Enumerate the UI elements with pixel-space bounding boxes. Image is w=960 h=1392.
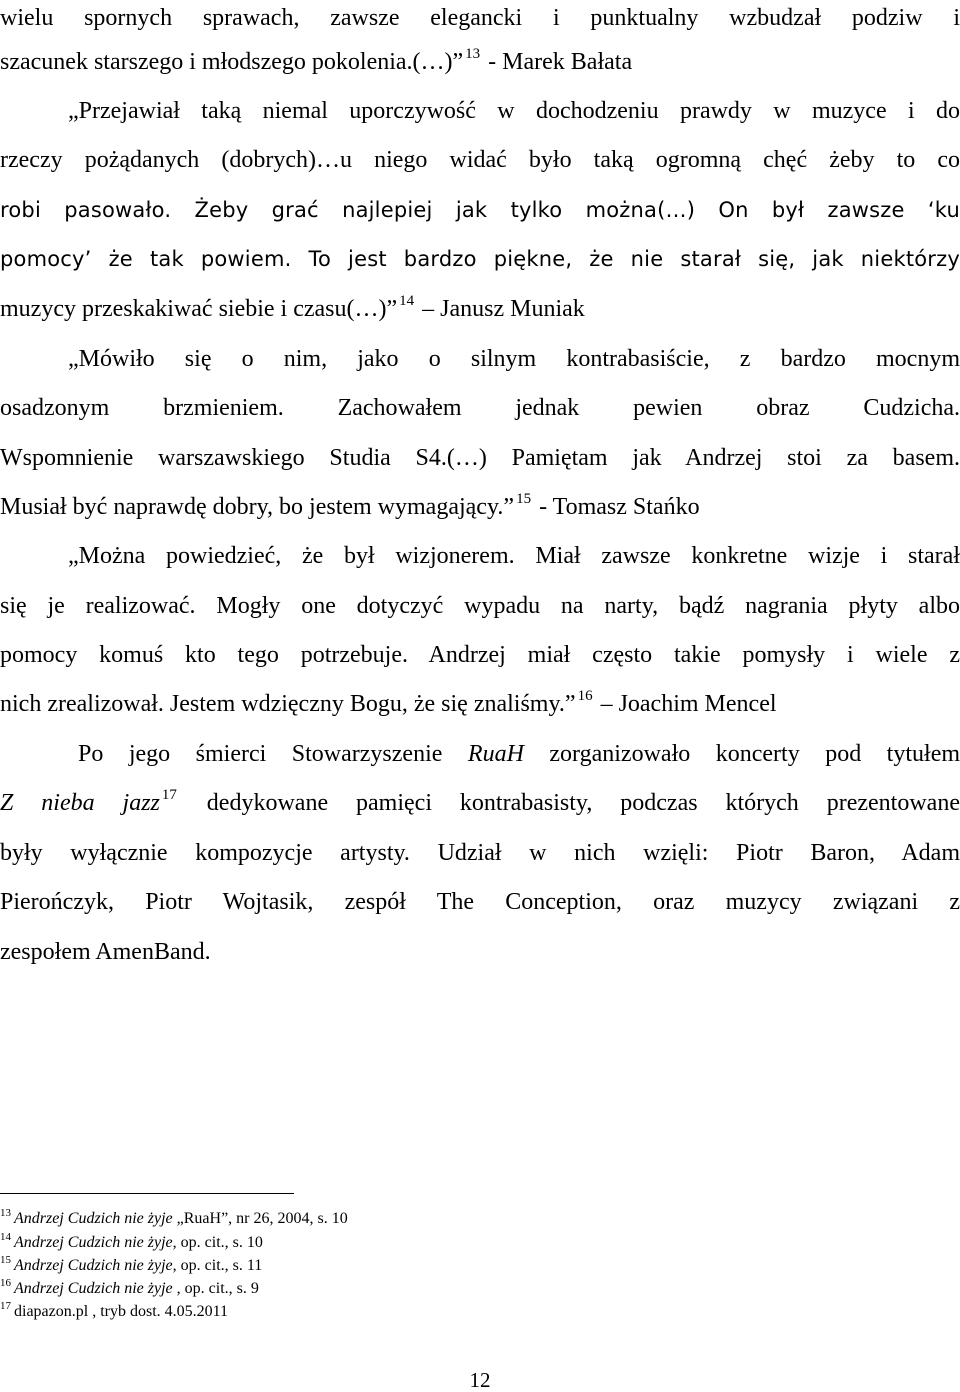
footnote-ref: 13: [465, 46, 481, 62]
footnote-title: Andrzej Cudzich nie żyje: [14, 1210, 173, 1227]
footnote-ref: 17: [161, 787, 177, 803]
concert-title: Z nieba jazz: [0, 790, 160, 816]
text-span: dedykowane pamięci kontrabasisty, podczas których prezentowane: [178, 790, 960, 816]
text-line: wielu spornych sprawach, zawsze elegancki i punktualny wzbudzał podziw i: [0, 5, 960, 31]
footnote-ref: 15: [516, 491, 532, 507]
text-line: rzeczy pożądanych (dobrych)…u niego widać było taką ogromną chęć żeby to co: [0, 147, 960, 173]
text-span: Musiał być naprawdę dobry, bo jestem wymagający.”: [0, 494, 515, 520]
text-line: „Mówiło się o nim, jako o silnym kontrabasiście, z bardzo mocnym: [68, 346, 960, 372]
text-span: – Joachim Mencel: [594, 691, 777, 717]
footnote-ref: 16: [577, 688, 593, 704]
text-line: były wyłącznie kompozycje artysty. Udział w nich wzięli: Piotr Baron, Adam: [0, 840, 960, 866]
text-line: [0, 291, 960, 327]
footnote: [0, 1255, 960, 1277]
footnote: [0, 1232, 960, 1254]
footnote-number: 17: [0, 1300, 11, 1312]
footnote-title: Andrzej Cudzich nie żyje: [14, 1234, 173, 1251]
text-line: pomocy’ że tak powiem. To jest bardzo piękne, że nie starał się, jak niektórzy: [0, 247, 960, 271]
footnote-separator: [0, 1193, 294, 1194]
text-line: [0, 736, 960, 772]
footnote-text: diapazon.pl , tryb dost. 4.05.2011: [14, 1303, 229, 1320]
footnote-text: , op. cit., s. 11: [172, 1257, 263, 1274]
footnote-title: Andrzej Cudzich nie żyje: [14, 1280, 173, 1297]
text-span: muzycy przeskakiwać siebie i czasu(…)”: [0, 296, 398, 322]
text-span: Po jego śmierci Stowarzyszenie: [78, 741, 468, 767]
footnote-number: 15: [0, 1254, 11, 1266]
footnote-number: 16: [0, 1277, 11, 1289]
text-line: „Przejawiał taką niemal uporczywość w dochodzeniu prawdy w muzyce i do: [68, 98, 960, 124]
footnote: [0, 1208, 960, 1230]
text-line: zespołem AmenBand.: [0, 939, 211, 965]
footnote-ref: 14: [399, 293, 415, 309]
text-span: - Marek Bałata: [482, 49, 633, 75]
text-span: - Tomasz Stańko: [533, 494, 700, 520]
text-line: pomocy komuś kto tego potrzebuje. Andrzej miał często takie pomysły i wiele z: [0, 642, 960, 668]
text-line: [0, 44, 960, 80]
text-line: [0, 686, 960, 722]
footnote: [0, 1301, 960, 1323]
text-span: szacunek starszego i młodszego pokolenia.(…)”: [0, 49, 464, 75]
footnote-number: 14: [0, 1231, 11, 1243]
text-line: się je realizować. Mogły one dotyczyć wypadu na narty, bądź nagrania płyty albo: [0, 593, 960, 619]
footnote-number: 13: [0, 1207, 11, 1219]
footnote-text: „RuaH”, nr 26, 2004, s. 10: [172, 1210, 348, 1227]
footnote-text: , op. cit., s. 10: [172, 1234, 263, 1251]
footnote-title: Andrzej Cudzich nie żyje: [14, 1257, 173, 1274]
text-line: „Można powiedzieć, że był wizjonerem. Miał zawsze konkretne wizje i starał: [68, 543, 960, 569]
text-line: osadzonym brzmieniem. Zachowałem jednak pewien obraz Cudzicha.: [0, 395, 960, 421]
footnote-text: , op. cit., s. 9: [172, 1280, 259, 1297]
text-line: robi pasowało. Żeby grać najlepiej jak tylko można(…) On był zawsze ‘ku: [0, 198, 960, 222]
organization-name: RuaH: [467, 741, 524, 767]
text-span: zorganizowało koncerty pod tytułem: [523, 741, 960, 767]
footnote: [0, 1278, 960, 1300]
text-line: Wspomnienie warszawskiego Studia S4.(…) Pamiętam jak Andrzej stoi za basem.: [0, 445, 960, 471]
text-span: nich zrealizował. Jestem wdzięczny Bogu, że się znaliśmy.”: [0, 691, 576, 717]
text-span: – Janusz Muniak: [416, 296, 585, 322]
text-line: Pierończyk, Piotr Wojtasik, zespół The Conception, oraz muzycy związani z: [0, 889, 960, 915]
text-line: [0, 785, 960, 821]
page-number: 12: [469, 1368, 491, 1392]
text-line: [0, 489, 960, 525]
